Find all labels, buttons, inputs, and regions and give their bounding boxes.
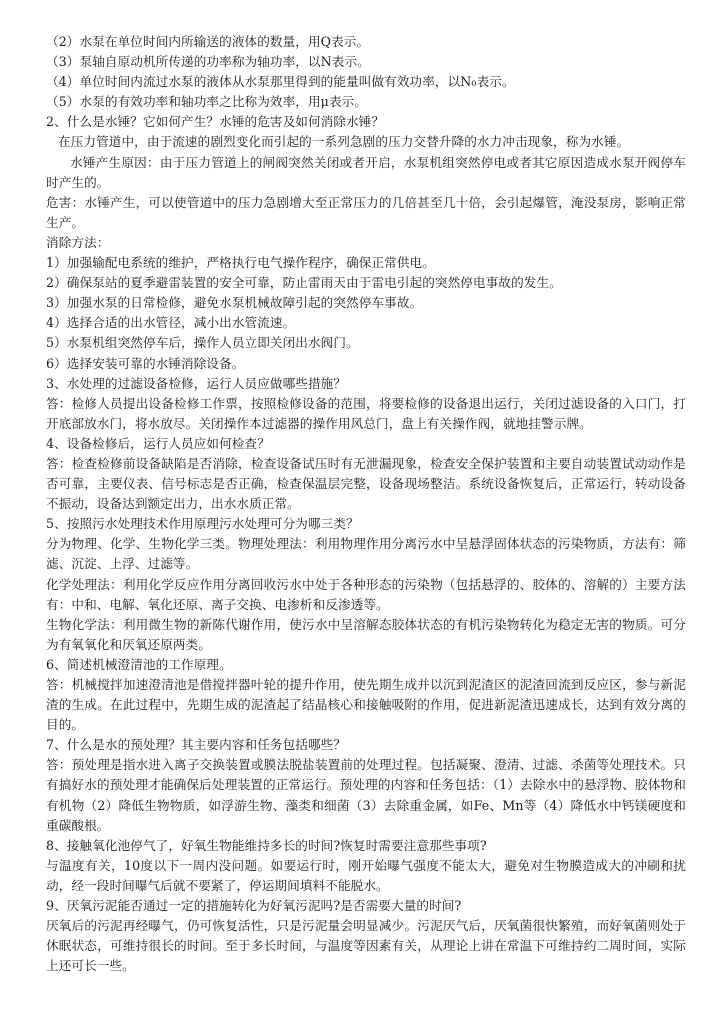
list-item: 3）加强水泵的日常检修，避免水泵机械故障引起的突然停车事故。 <box>46 295 423 311</box>
answer-paragraph: 厌氧后的污泥再经曝气，仍可恢复活性，只是污泥量会明显减少。污泥厌气后，厌氧菌很快繁殖，而好氧菌则处于休眠状态，可维持很长的时间。至于多长时间，与温度等因素有关，从理论上讲在常温下可维持约二周时间，实际上还可长一些。 <box>46 918 686 974</box>
document-body <box>46 32 686 976</box>
answer-paragraph: 答：检查检修前设备缺陷是否消除，检查设备试压时有无泄漏现象，检查安全保护装置和主要自动装置试动动作是否可靠，主要仪表、信号标志是否正确，检查保温层完整，设备现场整洁。系统设备恢复后，正常运行，转动设备不振动，设备达到额定出力，出水水质正常。 <box>46 455 686 512</box>
list-item: 5）水泵机组突然停车后，操作人员立即关闭出水阀门。 <box>46 335 359 351</box>
question-heading: 4、设备检修后，运行人员应如何检查？ <box>46 435 270 451</box>
text-line: （2）水泵在单位时间内所输送的液体的数量，用Q表示。 <box>46 34 370 49</box>
paragraph: 化学处理法：利用化学反应作用分离回收污水中处于各种形态的污染物（包括悬浮的、胶体的、溶解的）主要方法有：中和、电解、氧化还原、离子交换、电渗析和反渗透等。 <box>46 576 686 612</box>
question-heading: 3、水处理的过滤设备检修，运行人员应做哪些措施？ <box>46 375 347 391</box>
text-line: （5）水泵的有效功率和轴功率之比称为效率，用μ表示。 <box>46 94 368 110</box>
paragraph: 危害：水锤产生，可以使管道中的压力急剧增大至正常压力的几倍甚至几十倍，会引起爆管，淹没泵房，影响正常生产。 <box>46 194 686 230</box>
list-item: 1）加强输配电系统的维护，严格执行电气操作程序，确保正常供电。 <box>46 255 435 271</box>
text-line: 消除方法： <box>46 234 110 250</box>
paragraph: 在压力管道中，由于流速的剧烈变化而引起的一系列急剧的压力交替升降的水力冲击现象，称为水锤。 <box>58 134 630 150</box>
question-heading: 7、什么是水的预处理？其主要内容和任务包括哪些？ <box>46 737 347 753</box>
paragraph: 水锤产生原因：由于压力管道上的闸阀突然关闭或者开启，水泵机组突然停电或者其它原因造成水泵开阀停车时产生的。 <box>46 154 686 190</box>
list-item: 2）确保泵站的夏季避雷装置的安全可靠，防止雷雨天由于雷电引起的突然停电事故的发生。 <box>46 275 562 291</box>
list-item: 6）选择安装可靠的水锤消除设备。 <box>46 355 245 371</box>
answer-paragraph: 答：预处理是指水进入离子交换装置或膜法脱盐装置前的处理过程。包括凝聚、澄清、过滤、杀菌等处理技术。只有搞好水的预处理才能确保后处理装置的正常运行。预处理的内容和任务包括：（1）去除水中的悬浮物、胶体物和有机物（2）降低生物物质，如浮游生物、藻类和细菌（3）去除重金属，如Fe、Mn等（4）降低水中钙镁硬度和重碳酸根。 <box>46 757 686 833</box>
question-heading: 2、什么是水锤？它如何产生？水锤的危害及如何消除水锤？ <box>46 114 385 130</box>
question-heading: 6、简述机械澄清池的工作原理。 <box>46 656 232 672</box>
answer-paragraph: 答：检修人员提出设备检修工作票，按照检修设备的范围，将要检修的设备退出运行，关闭过滤设备的入口门，打开底部放水门，将水放尽。关闭操作本过滤器的操作用风总门，盘上有关操作阀，就地挂警示牌。 <box>46 395 686 431</box>
answer-paragraph: 与温度有关，10度以下一周内没问题。如要运行时，刚开始曝气强度不能太大，避免对生物膜造成大的冲刷和扰动，经一段时间曝气后就不要紧了，停运期间填料不能脱水。 <box>46 857 686 893</box>
answer-paragraph: 答：机械搅拌加速澄清池是借搅拌器叶轮的提升作用，使先期生成并以沉到泥渣区的泥渣回流到反应区，参与新泥渣的生成。在此过程中，先期生成的泥渣起了结晶核心和接触吸附的作用，促进新泥渣迅速成长，达到有效分离的目的。 <box>46 677 686 733</box>
list-item: 4）选择合适的出水管径，减小出水管流速。 <box>46 315 296 331</box>
text-line: （3）泵轴自原动机所传递的功率称为轴功率，以N表示。 <box>46 54 370 70</box>
paragraph: 分为物理、化学、生物化学三类。物理处理法：利用物理作用分离污水中呈悬浮固体状态的污染物质，方法有：筛滤、沉淀、上浮、过滤等。 <box>46 536 686 572</box>
question-heading: 8、接触氧化池停气了，好氧生物能维持多长的时间?恢复时需要注意那些事项? <box>46 837 487 853</box>
question-heading: 5、按照污水处理技术作用原理污水处理可分为哪三类？ <box>46 516 359 532</box>
question-heading: 9、厌氧污泥能否通过一定的措施转化为好氧污泥吗?是否需要大量的时间? <box>46 898 462 914</box>
paragraph: 生物化学法：利用微生物的新陈代谢作用，使污水中呈溶解态胶体状态的有机污染物转化为稳定无害的物质。可分为有氧氧化和厌氧还原两类。 <box>46 616 686 652</box>
text-line: （4）单位时间内流过水泵的液体从水泵那里得到的能量叫做有效功率，以N₀表示。 <box>46 74 515 90</box>
